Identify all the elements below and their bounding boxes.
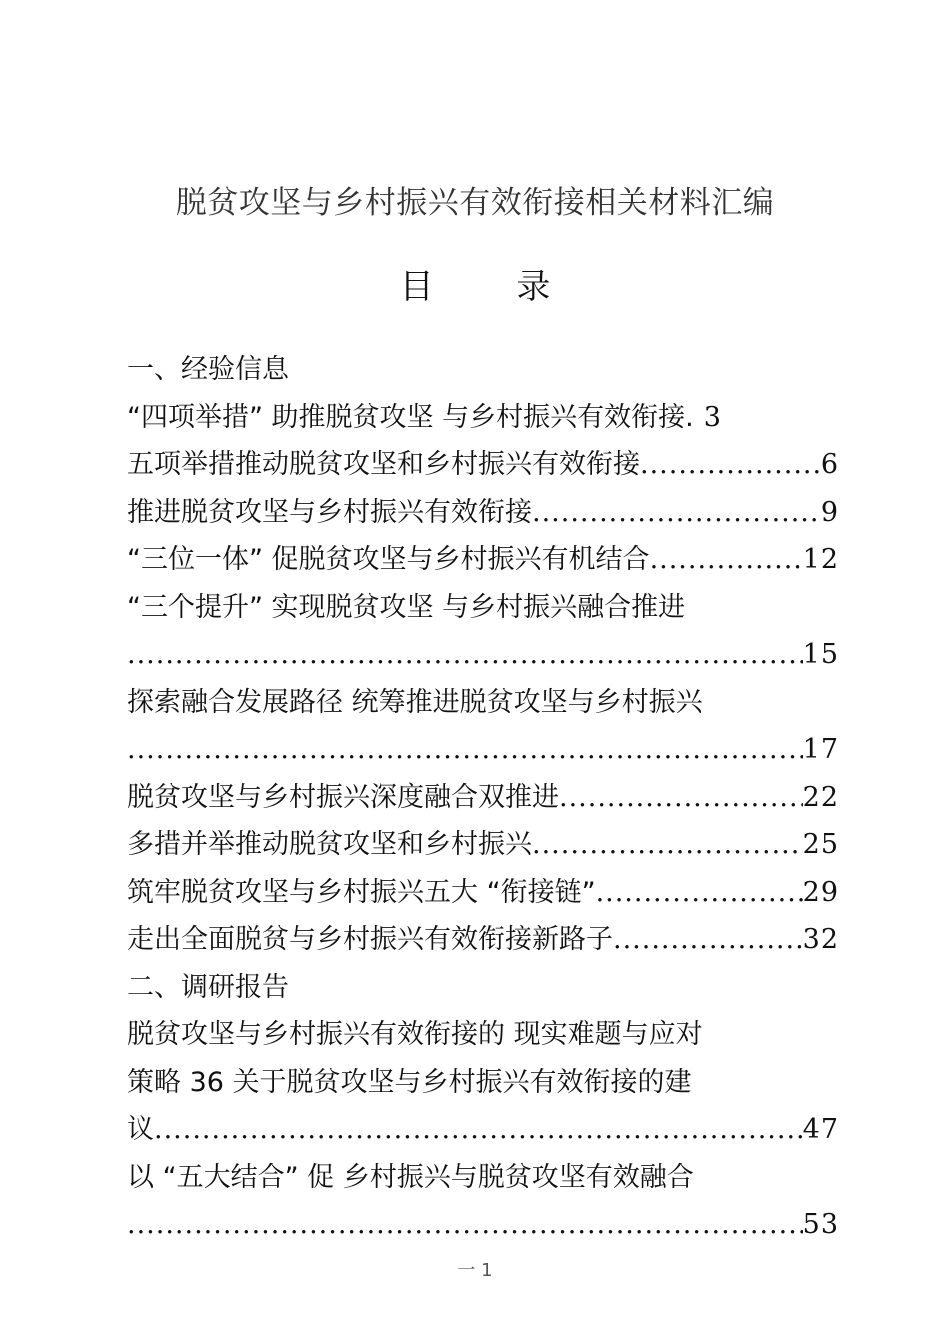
toc-entry-page: 47 [802,1114,839,1145]
toc-entry-title: “三位一体” 促脱贫攻坚与乡村振兴有机结合 [127,544,650,575]
toc-entry-title: “四项举措” 助推脱贫攻坚 与乡村振兴有效衔接. [127,401,694,433]
leader-dots [559,774,803,822]
toc-entry-leader-line [127,1201,839,1249]
leader-dots [127,1201,803,1249]
toc-entry[interactable] [127,869,839,917]
leader-dots [127,631,803,679]
toc-entry-page: 9 [820,496,839,528]
toc-entry-text-line[interactable]: 脱贫攻坚与乡村振兴有效衔接的 现实难题与应对 [127,1019,703,1050]
document-title: 脱贫攻坚与乡村振兴有效衔接相关材料汇编 [175,185,775,221]
page-number-footer: 一 1 [457,1260,493,1281]
toc-entry-page: 15 [802,639,839,670]
toc-heading: 目 录 [399,267,587,307]
toc-entry-title: 五项举措推动脱贫攻坚和乡村振兴有效衔接 [127,449,640,480]
toc-entry-page: 22 [802,781,839,813]
toc-entry-title-wrapped[interactable]: “三个提升” 实现脱贫攻坚 与乡村振兴融合推进 [127,591,686,623]
toc-entry-title: 多措并举推动脱贫攻坚和乡村振兴 [127,829,532,860]
toc-entry[interactable] [127,536,839,584]
toc-entry-title: 走出全面脱贫与乡村振兴有效衔接新路子 [127,924,613,955]
leader-dots [532,821,803,869]
toc-entry[interactable] [127,916,839,964]
toc-entry-page: 3 [703,401,722,433]
leader-dots [127,726,803,774]
leader-dots [532,489,821,537]
toc-entry[interactable] [127,394,839,442]
toc-entry[interactable] [127,774,839,822]
toc-entry[interactable] [127,1106,839,1154]
toc-entry-title-wrapped[interactable]: 以 “五大结合” 促 乡村振兴与脱贫攻坚有效融合 [127,1161,694,1193]
leader-dots [613,916,803,964]
toc-entry-leader-line [127,631,839,679]
toc-entry-title: 脱贫攻坚与乡村振兴深度融合双推进 [127,781,559,813]
leader-dots [154,1106,803,1154]
toc-entry-page: 12 [802,544,839,575]
leader-dots [640,441,821,489]
toc-entry-title-wrapped[interactable]: 探索融合发展路径 统筹推进脱贫攻坚与乡村振兴 [127,686,703,718]
toc-entry[interactable] [127,821,839,869]
toc-entry-page: 6 [820,449,839,480]
toc-entry-leader-line [127,726,839,774]
section-heading: 一、经验信息 [127,354,289,385]
toc-entry-page: 17 [802,734,839,765]
toc-entry[interactable] [127,489,839,537]
toc-entry-page: 25 [802,829,839,860]
toc-entry-page: 32 [802,924,839,955]
toc-entry-title: 筑牢脱贫攻坚与乡村振兴五大 “衔接链” [127,876,596,908]
toc-entry-text-line[interactable]: 策略 36 关于脱贫攻坚与乡村振兴有效衔接的建 [127,1066,692,1098]
toc-entry-title: 推进脱贫攻坚与乡村振兴有效衔接 [127,496,532,528]
table-of-contents [127,346,839,1249]
toc-entry-page: 53 [802,1209,839,1240]
leader-dots [650,536,803,584]
leader-dots [596,869,803,917]
toc-entry-title: 议 [127,1114,154,1145]
toc-entry[interactable] [127,441,839,489]
toc-entry-page: 29 [802,876,839,908]
section-heading: 二、调研报告 [127,971,289,1003]
